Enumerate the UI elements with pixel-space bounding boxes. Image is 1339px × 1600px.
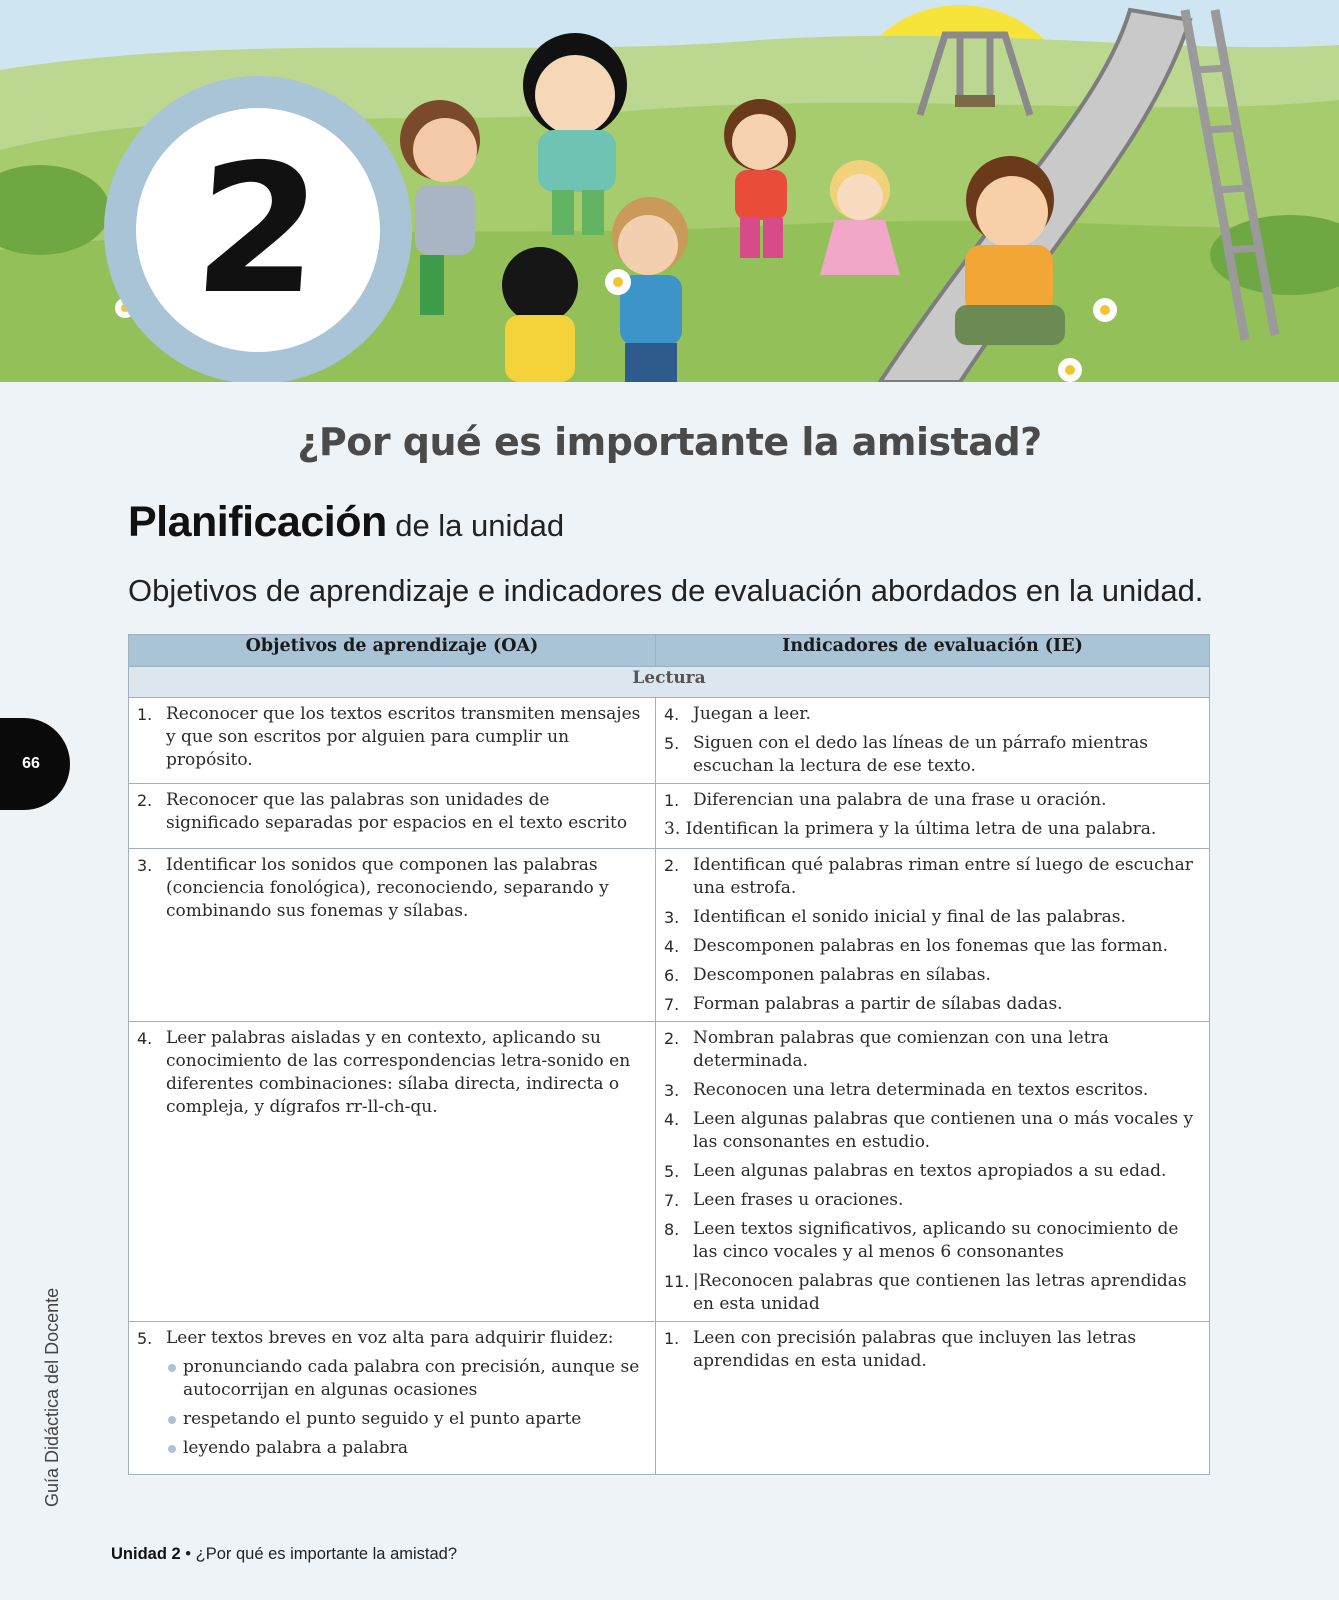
indicator-cell — [656, 1022, 1210, 1322]
objective-cell — [129, 849, 656, 1022]
indicator-item: 11. |Reconocen palabras que contienen las letras aprendidas en esta unidad — [664, 1271, 1187, 1314]
objective-item: 2. Reconocer que las palabras son unidades de significado separadas por espacios en el texto escrito — [137, 790, 628, 833]
planning-title — [128, 498, 564, 547]
indicator-item: 7. Forman palabras a partir de sílabas dadas. — [664, 994, 1063, 1014]
bullet-item: pronunciando cada palabra con precisión, aunque se autocorrijan en algunas ocasiones — [166, 1356, 645, 1402]
indicator-item: 2. Identifican qué palabras riman entre sí luego de escuchar una estrofa. — [664, 855, 1193, 898]
planning-title-light: de la unidad — [395, 508, 565, 543]
indicator-item: 5. Leen algunas palabras en textos apropiados a su edad. — [664, 1161, 1167, 1181]
objective-item: 3. Identificar los sonidos que componen las palabras (conciencia fonológica), reconociendo, separando y combinando sus fonemas y sílabas. — [137, 855, 609, 921]
indicator-item: 1. Leen con precisión palabras que incluyen las letras aprendidas en esta unidad. — [664, 1328, 1137, 1371]
table-row — [129, 1022, 1210, 1322]
objective-cell — [129, 1322, 656, 1475]
footer-unit: Unidad 2 — [111, 1545, 181, 1563]
table-row — [129, 784, 1210, 849]
unit-question-title: ¿Por qué es importante la amistad? — [297, 420, 1042, 464]
indicator-item: 4. Leen algunas palabras que contienen una o más vocales y las consonantes en estudio. — [664, 1109, 1194, 1152]
indicator-item: 3. Identifican el sonido inicial y final de las palabras. — [664, 907, 1126, 927]
table-row — [129, 1322, 1210, 1475]
header-objectives: Objetivos de aprendizaje (OA) — [129, 635, 656, 667]
objective-bullet-list — [166, 1356, 645, 1460]
indicator-cell — [656, 784, 1210, 849]
objective-item: 5. Leer textos breves en voz alta para adquirir fluidez: — [137, 1328, 614, 1348]
objective-item: 1. Reconocer que los textos escritos transmiten mensajes y que son escritos por alguien para cumplir un propósito. — [137, 704, 641, 770]
indicator-item: 3. Reconocen una letra determinada en textos escritos. — [664, 1080, 1149, 1100]
indicator-item: 5. Siguen con el dedo las líneas de un párrafo mientras escuchan la lectura de ese texto. — [664, 733, 1149, 776]
bullet-item: respetando el punto seguido y el punto aparte — [166, 1408, 645, 1431]
section-row — [129, 667, 1210, 698]
objective-item: 4. Leer palabras aisladas y en contexto, aplicando su conocimiento de las correspondencias letra-sonido en diferentes combinaciones: sílaba directa, indirecta o compleja, y dígrafos rr-ll-ch-qu. — [137, 1028, 631, 1117]
indicator-item: 2. Nombran palabras que comienzan con una letra determinada. — [664, 1028, 1109, 1071]
unit-banner-illustration — [0, 0, 1339, 382]
indicator-cell — [656, 1322, 1210, 1475]
footer-title: ¿Por qué es importante la amistad? — [195, 1545, 458, 1563]
indicator-cell — [656, 849, 1210, 1022]
table-row — [129, 698, 1210, 784]
indicator-item: 4. Juegan a leer. — [664, 704, 811, 724]
objectives-heading: Objetivos de aprendizaje e indicadores de evaluación abordados en la unidad. — [128, 573, 1204, 608]
planning-title-bold: Planificación — [128, 498, 387, 546]
indicator-cell — [656, 698, 1210, 784]
page-number: 66 — [22, 755, 40, 772]
objective-cell — [129, 784, 656, 849]
section-label: Lectura — [129, 667, 1210, 698]
objective-cell — [129, 698, 656, 784]
table-row — [129, 849, 1210, 1022]
page-number-tab — [0, 718, 70, 810]
objectives-indicators-table — [128, 634, 1210, 1475]
bullet-item: leyendo palabra a palabra — [166, 1437, 645, 1460]
indicator-item: 4. Descomponen palabras en los fonemas que las forman. — [664, 936, 1169, 956]
header-indicators: Indicadores de evaluación (IE) — [656, 635, 1210, 667]
table-header-row — [129, 635, 1210, 667]
indicator-item: 3. Identifican la primera y la última letra de una palabra. — [664, 819, 1157, 839]
unit-number-badge — [104, 76, 412, 382]
indicator-item: 8. Leen textos significativos, aplicando su conocimiento de las cinco vocales y al menos 6 consonantes — [664, 1219, 1179, 1262]
unit-number: 2 — [188, 126, 328, 333]
indicator-item: 7. Leen frases u oraciones. — [664, 1190, 904, 1210]
page-footer — [111, 1545, 457, 1564]
indicator-item: 1. Diferencian una palabra de una frase u oración. — [664, 790, 1107, 810]
footer-separator: • — [180, 1545, 196, 1563]
guide-side-label: Guía Didáctica del Docente — [42, 1287, 62, 1507]
objective-cell — [129, 1022, 656, 1322]
indicator-item: 6. Descomponen palabras en sílabas. — [664, 965, 991, 985]
